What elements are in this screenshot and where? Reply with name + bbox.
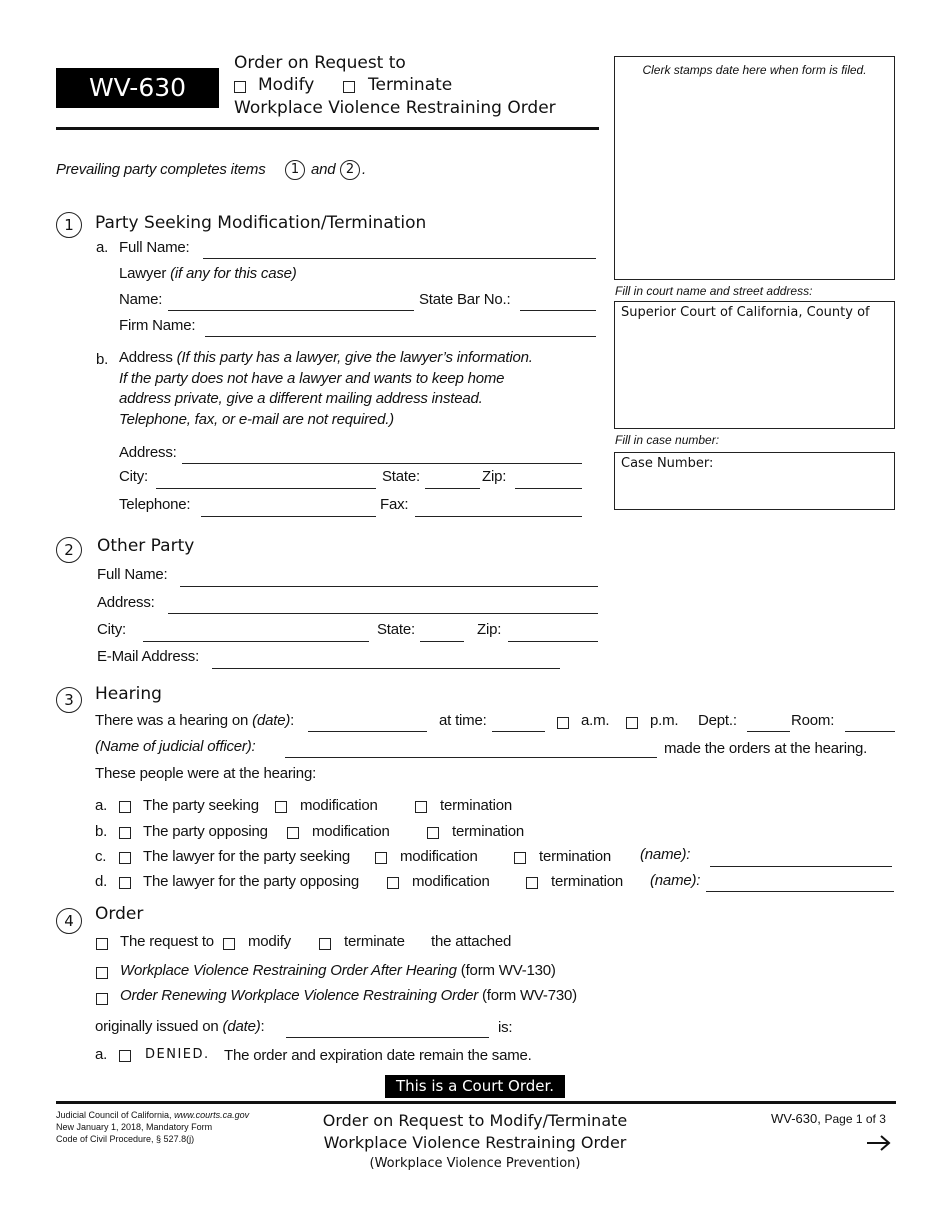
- s3-row-c-checkbox[interactable]: [119, 852, 131, 864]
- footer-left-line2: New January 1, 2018, Mandatory Form: [56, 1122, 213, 1132]
- footer-council: Judicial Council of California,: [56, 1110, 172, 1120]
- s1-lawyer-name-label: Name:: [119, 291, 163, 308]
- s3-row-b-checkbox[interactable]: [119, 827, 131, 839]
- intro-item2-circle: 2: [340, 160, 360, 180]
- s1-lawyer-name-field[interactable]: [168, 310, 414, 311]
- s3-dept-field[interactable]: [747, 731, 790, 732]
- s4-issued-date-field[interactable]: [286, 1037, 489, 1038]
- s1-b-letter: b.: [96, 351, 109, 368]
- s3-officer-label: (Name of judicial officer):: [95, 738, 256, 755]
- s3-row-c-term-label: termination: [539, 848, 612, 865]
- s3-people-present: These people were at the hearing:: [95, 765, 317, 782]
- s1-fax-label: Fax:: [380, 496, 409, 513]
- s3-row-b-mod-label: modification: [312, 823, 390, 840]
- s3-pm-checkbox[interactable]: [626, 717, 638, 729]
- s1-fax-field[interactable]: [415, 516, 582, 517]
- footer-page-number: Page 1 of 3: [824, 1112, 886, 1126]
- title-line1: Order on Request to: [234, 53, 406, 73]
- section2-title: Other Party: [97, 536, 195, 556]
- s1-address-note1: [119, 349, 533, 366]
- s1-address-note3: address private, give a different mailing address instead.: [119, 390, 483, 407]
- s3-row-b-letter: b.: [95, 823, 108, 840]
- s3-row-c-name-field[interactable]: [710, 866, 892, 867]
- s3-row-d-checkbox[interactable]: [119, 877, 131, 889]
- s2-state-label: State:: [377, 621, 415, 638]
- s1-state-label: State:: [382, 468, 420, 485]
- s1-full-name-label: Full Name:: [119, 239, 190, 256]
- s3-row-d-letter: d.: [95, 873, 108, 890]
- s1-address-note2: If the party does not have a lawyer and wants to keep home: [119, 370, 505, 387]
- s1-address-label: Address:: [119, 444, 177, 461]
- s2-city-label: City:: [97, 621, 127, 638]
- s3-row-a-checkbox[interactable]: [119, 801, 131, 813]
- title-line3: Workplace Violence Restraining Order: [234, 98, 556, 118]
- terminate-checkbox[interactable]: [343, 81, 355, 93]
- intro-text: Prevailing party completes items: [56, 161, 266, 178]
- footer-center-line1: Order on Request to Modify/Terminate: [322, 1111, 628, 1130]
- court-order-badge: This is a Court Order.: [385, 1075, 565, 1098]
- s3-row-c-mod-checkbox[interactable]: [375, 852, 387, 864]
- section4-number: 4: [56, 908, 82, 934]
- s4-is-label: is:: [498, 1019, 513, 1036]
- s1-city-label: City:: [119, 468, 149, 485]
- modify-checkbox[interactable]: [234, 81, 246, 93]
- footer-url[interactable]: www.courts.ca.gov: [174, 1110, 250, 1120]
- s3-row-d-mod-checkbox[interactable]: [387, 877, 399, 889]
- s3-row-a-letter: a.: [95, 797, 108, 814]
- s3-hearing-date-field[interactable]: [308, 731, 427, 732]
- s4-issued-colon: :: [260, 1018, 265, 1035]
- s2-address-field[interactable]: [168, 613, 598, 614]
- s4-opt2-checkbox[interactable]: [96, 993, 108, 1005]
- s3-row-c-label: The lawyer for the party seeking: [143, 848, 351, 865]
- s3-pm-label: p.m.: [650, 712, 679, 729]
- section3-title: Hearing: [95, 684, 162, 704]
- s3-row-c-name-label: (name):: [640, 846, 691, 863]
- s1-bar-field[interactable]: [520, 310, 596, 311]
- s3-at-time-label: at time:: [439, 712, 487, 729]
- s2-city-field[interactable]: [143, 641, 369, 642]
- s1-address-word: Address: [119, 349, 173, 366]
- s3-made-orders: made the orders at the hearing.: [664, 740, 868, 757]
- s3-row-d-term-checkbox[interactable]: [526, 877, 538, 889]
- intro-and: and: [311, 161, 336, 178]
- section1-title: Party Seeking Modification/Termination: [95, 213, 427, 233]
- s1-tel-field[interactable]: [201, 516, 376, 517]
- s2-email-label: E-Mail Address:: [97, 648, 200, 665]
- s3-row-a-term-checkbox[interactable]: [415, 801, 427, 813]
- next-page-arrow-icon[interactable]: [865, 1133, 893, 1153]
- s1-zip-field[interactable]: [515, 488, 582, 489]
- s4-denied-word: DENIED.: [145, 1047, 210, 1062]
- s4-modify-label: modify: [248, 933, 291, 950]
- s4-issued-label: [95, 1018, 265, 1035]
- s3-hearing-on-text: There was a hearing on: [95, 712, 249, 729]
- s4-opt1-form: (form WV-130): [460, 962, 556, 979]
- s4-terminate-label: terminate: [344, 933, 405, 950]
- s4-modify-checkbox[interactable]: [223, 938, 235, 950]
- s3-hearing-date-word: (date): [252, 712, 291, 729]
- s4-request-checkbox[interactable]: [96, 938, 108, 950]
- s3-row-c-letter: c.: [95, 848, 107, 865]
- s3-row-b-mod-checkbox[interactable]: [287, 827, 299, 839]
- s1-zip-label: Zip:: [482, 468, 507, 485]
- s1-bar-label: State Bar No.:: [419, 291, 511, 308]
- s1-tel-label: Telephone:: [119, 496, 191, 513]
- section4-title: Order: [95, 904, 144, 924]
- footer-form-id: WV-630,: [771, 1111, 821, 1126]
- s2-address-label: Address:: [97, 594, 155, 611]
- s1-firm-field[interactable]: [205, 336, 596, 337]
- s4-attached-label: the attached: [431, 933, 512, 950]
- s3-row-d-name-label: (name):: [650, 872, 701, 889]
- footer-left-line3: Code of Civil Procedure, § 527.8(j): [56, 1134, 195, 1144]
- form-id-badge: WV-630: [56, 68, 219, 108]
- s3-hearing-colon: :: [290, 712, 295, 729]
- s3-am-label: a.m.: [581, 712, 610, 729]
- s4-opt1-label: [120, 962, 556, 979]
- s2-zip-field[interactable]: [508, 641, 598, 642]
- s3-row-d-label: The lawyer for the party opposing: [143, 873, 360, 890]
- s3-row-a-mod-checkbox[interactable]: [275, 801, 287, 813]
- s3-row-a-label: The party seeking: [143, 797, 259, 814]
- case-number-label: Case Number:: [621, 456, 714, 471]
- section1-number: 1: [56, 212, 82, 238]
- modify-label: Modify: [258, 75, 315, 95]
- intro-item1-circle: 1: [285, 160, 305, 180]
- s1-lawyer-word: Lawyer: [119, 265, 167, 282]
- s3-time-field[interactable]: [492, 731, 545, 732]
- footer-page-info: [771, 1111, 886, 1126]
- s1-city-field[interactable]: [156, 488, 376, 489]
- section2-number: 2: [56, 537, 82, 563]
- s2-zip-label: Zip:: [477, 621, 502, 638]
- s3-row-a-mod-label: modification: [300, 797, 378, 814]
- s1-address-note1-text: (If this party has a lawyer, give the lawyer’s information.: [176, 349, 533, 366]
- clerk-stamp-note: Clerk stamps date here when form is filed.: [642, 63, 867, 77]
- s4-issued-text: originally issued on: [95, 1018, 219, 1035]
- s2-email-field[interactable]: [212, 668, 560, 669]
- s1-a-letter: a.: [96, 239, 109, 256]
- s4-opt1-title: Workplace Violence Restraining Order After Hearing: [120, 962, 457, 979]
- s2-full-name-field[interactable]: [180, 586, 598, 587]
- footer-center-line2: Workplace Violence Restraining Order: [323, 1133, 627, 1152]
- court-name-text: Superior Court of California, County of: [621, 305, 870, 320]
- s2-state-field[interactable]: [420, 641, 464, 642]
- s4-opt2-title: Order Renewing Workplace Violence Restraining Order: [120, 987, 479, 1004]
- s3-hearing-on: [95, 712, 294, 729]
- s1-state-field[interactable]: [425, 488, 480, 489]
- s1-address-field[interactable]: [182, 463, 582, 464]
- s4-a-letter: a.: [95, 1046, 108, 1063]
- section3-number: 3: [56, 687, 82, 713]
- s3-room-field[interactable]: [845, 731, 895, 732]
- s4-denied-checkbox[interactable]: [119, 1050, 131, 1062]
- s3-row-c-term-checkbox[interactable]: [514, 852, 526, 864]
- s4-terminate-checkbox[interactable]: [319, 938, 331, 950]
- s1-address-note4: Telephone, fax, or e-mail are not required.): [119, 411, 394, 428]
- s4-opt2-label: [120, 987, 577, 1004]
- header-rule: [56, 127, 599, 130]
- s3-row-c-mod-label: modification: [400, 848, 478, 865]
- s3-am-checkbox[interactable]: [557, 717, 569, 729]
- case-number-box[interactable]: [614, 452, 895, 510]
- s3-row-d-mod-label: modification: [412, 873, 490, 890]
- s1-lawyer-note: (if any for this case): [170, 265, 297, 282]
- s3-row-d-term-label: termination: [551, 873, 624, 890]
- footer-rule: [56, 1101, 896, 1104]
- court-name-box[interactable]: [614, 301, 895, 429]
- s3-dept-label: Dept.:: [698, 712, 737, 729]
- footer-left-line1: [56, 1110, 249, 1120]
- s2-full-name-label: Full Name:: [97, 566, 168, 583]
- s3-room-label: Room:: [791, 712, 835, 729]
- case-number-note: Fill in case number:: [615, 433, 720, 447]
- s4-issued-date-word: (date): [222, 1018, 261, 1035]
- s1-full-name-field[interactable]: [203, 258, 596, 259]
- terminate-label: Terminate: [368, 75, 453, 95]
- s3-officer-field[interactable]: [285, 757, 657, 758]
- s4-request-label: The request to: [120, 933, 214, 950]
- intro-period: .: [362, 161, 366, 178]
- clerk-stamp-box: [614, 56, 895, 280]
- s3-row-b-term-checkbox[interactable]: [427, 827, 439, 839]
- s3-row-d-name-field[interactable]: [706, 891, 894, 892]
- s1-lawyer-label: [119, 265, 297, 282]
- s3-row-b-term-label: termination: [452, 823, 525, 840]
- s4-opt1-checkbox[interactable]: [96, 967, 108, 979]
- s3-row-b-label: The party opposing: [143, 823, 268, 840]
- s1-firm-label: Firm Name:: [119, 317, 196, 334]
- s4-opt2-form: (form WV-730): [482, 987, 577, 1004]
- s3-row-a-term-label: termination: [440, 797, 513, 814]
- s4-denied-text: The order and expiration date remain the same.: [224, 1047, 532, 1064]
- footer-center-line3: (Workplace Violence Prevention): [369, 1156, 581, 1171]
- court-name-note: Fill in court name and street address:: [615, 284, 813, 298]
